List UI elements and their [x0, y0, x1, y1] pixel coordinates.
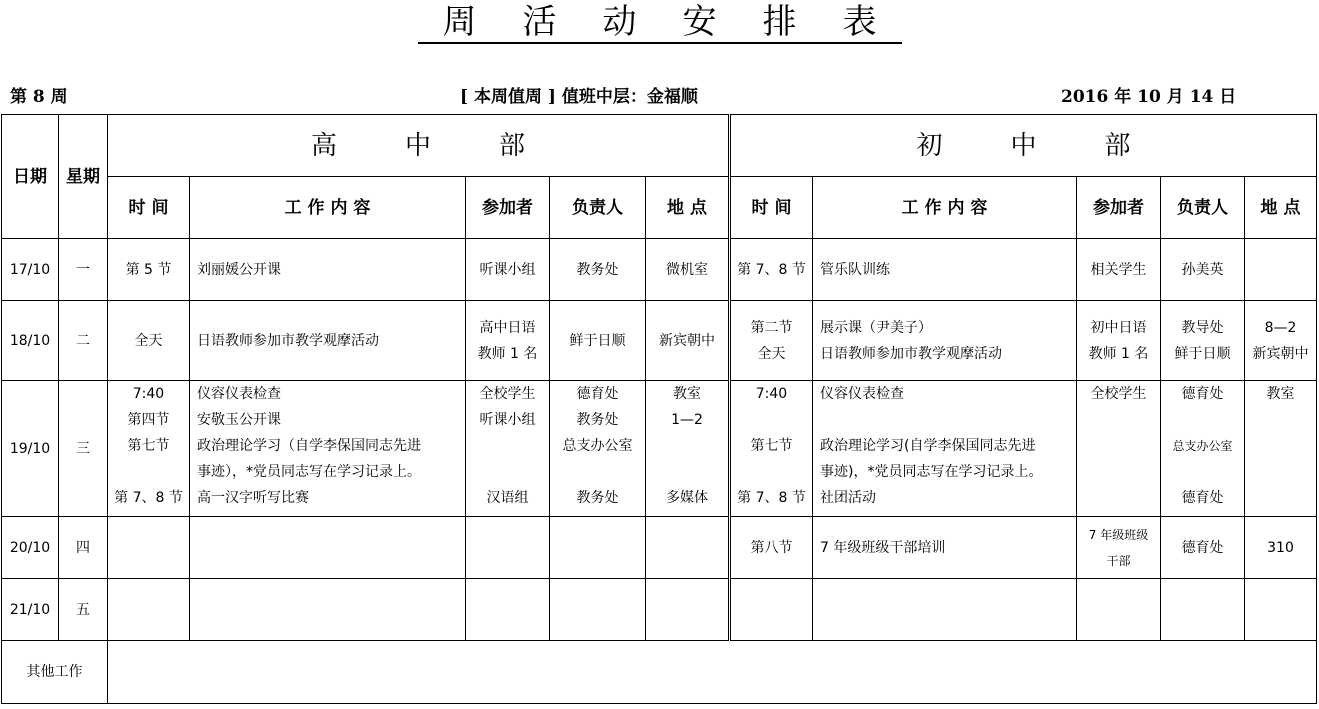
duty-info: [ 本周值周 ] 值班中层：金福顺 [460, 87, 698, 107]
date-cell: 17/10 [2, 239, 59, 301]
senior-time-cell [108, 239, 190, 301]
senior-content-header: 工 作 内 容 [190, 177, 466, 239]
cell-line: 日语教师参加市教学观摩活动 [820, 345, 1002, 362]
cell-line: 新宾朝中 [659, 332, 715, 349]
cell-line: 政治理论学习（自学李保国同志先进 [197, 438, 421, 454]
senior-content-cell [190, 301, 466, 381]
cell-line: 第 5 节 [125, 261, 172, 278]
cell-line: 第 7、8 节 [737, 261, 806, 278]
senior-participants-cell [466, 301, 550, 381]
table-row [2, 381, 1317, 517]
cell-line [550, 535, 645, 561]
senior-owner-cell [550, 381, 646, 517]
senior-content-cell [190, 517, 466, 579]
cell-line: 德育处 [1181, 539, 1224, 556]
cell-line [731, 597, 812, 623]
junior-place-cell [1245, 239, 1317, 301]
cell-line: 全校学生 [479, 386, 536, 402]
cell-line: 德育处 [1181, 386, 1224, 402]
cell-line: 教导处 [1181, 319, 1224, 336]
junior-owner-cell [1161, 579, 1245, 641]
cell-line: 微机室 [666, 261, 708, 278]
junior-time-cell [730, 579, 813, 641]
cell-line [731, 459, 812, 485]
senior-owner-cell [550, 579, 646, 641]
cell-line: 第 7、8 节 [114, 490, 183, 506]
senior-owner-cell [550, 239, 646, 301]
senior-content-cell [190, 239, 466, 301]
cell-line [646, 433, 728, 459]
cell-line [1245, 433, 1316, 459]
table-row [2, 517, 1317, 579]
junior-content-header: 工 作 内 容 [813, 177, 1077, 239]
senior-time-cell [108, 517, 190, 579]
date-cell: 20/10 [2, 517, 59, 579]
weekday-cell: 四 [59, 517, 108, 579]
cell-line [820, 407, 1076, 433]
cell-line [1077, 407, 1160, 433]
schedule-table [1, 114, 1317, 704]
cell-line [646, 597, 728, 623]
junior-participants-cell [1077, 381, 1161, 517]
junior-place-cell [1245, 301, 1317, 381]
junior-place-cell [1245, 381, 1317, 517]
cell-line: 第二节 [750, 319, 793, 336]
other-work-content [108, 641, 1317, 704]
junior-owner-header: 负责人 [1161, 177, 1245, 239]
junior-place-header: 地 点 [1245, 177, 1317, 239]
senior-participants-cell [466, 381, 550, 517]
cell-line: 7:40 [755, 386, 788, 402]
cell-line: 孙美英 [1181, 261, 1224, 278]
cell-line: 7 年级班级 [1088, 527, 1149, 542]
junior-time-cell [730, 239, 813, 301]
cell-line: 教师 1 名 [1088, 345, 1149, 362]
cell-line: 听课小组 [479, 412, 536, 428]
cell-line: 第 7、8 节 [737, 490, 806, 506]
cell-line [466, 535, 549, 561]
cell-line: 第八节 [750, 539, 793, 556]
junior-participants-header: 参加者 [1077, 177, 1161, 239]
cell-line [1245, 459, 1316, 485]
junior-content-cell [813, 301, 1077, 381]
junior-participants-cell [1077, 301, 1161, 381]
document-date: 2016 年 10 月 14 日 [1061, 87, 1237, 107]
other-work-label: 其他工作 [2, 641, 108, 704]
weekday-cell: 一 [59, 239, 108, 301]
senior-place-cell [646, 517, 730, 579]
junior-participants-cell [1077, 579, 1161, 641]
cell-line: 8—2 [1264, 319, 1297, 336]
cell-line [1161, 459, 1244, 485]
cell-line: 教务处 [576, 490, 619, 506]
other-work-row [2, 641, 1317, 704]
cell-line: 干部 [1106, 553, 1131, 568]
page-title [0, 2, 1319, 44]
cell-line: 事迹)，*党员同志写在学习记录上。 [820, 464, 1043, 480]
junior-time-cell [730, 381, 813, 517]
cell-line [1077, 459, 1160, 485]
junior-time-cell [730, 517, 813, 579]
cell-line [466, 597, 549, 623]
title-char: 动 [602, 2, 637, 42]
senior-time-cell [108, 579, 190, 641]
junior-time-header: 时 间 [730, 177, 813, 239]
senior-section-header: 高 中 部 [108, 115, 730, 177]
cell-line [1245, 257, 1316, 283]
senior-owner-header: 负责人 [550, 177, 646, 239]
weekday-cell: 五 [59, 579, 108, 641]
junior-owner-cell [1161, 301, 1245, 381]
cell-line [646, 535, 728, 561]
cell-line [108, 597, 189, 623]
junior-content-cell [813, 239, 1077, 301]
cell-line: 教务处 [576, 261, 619, 278]
cell-line: 仪容仪表检查 [197, 386, 281, 402]
cell-line [108, 459, 189, 485]
senior-place-cell [646, 579, 730, 641]
senior-place-cell [646, 381, 730, 517]
cell-line: 第七节 [750, 438, 793, 454]
cell-line: 310 [1267, 539, 1294, 556]
junior-participants-cell [1077, 517, 1161, 579]
junior-content-cell [813, 381, 1077, 517]
cell-line: 社团活动 [820, 490, 876, 506]
cell-line [646, 459, 728, 485]
cell-line: 全校学生 [1090, 386, 1147, 402]
senior-participants-cell [466, 239, 550, 301]
senior-time-cell [108, 381, 190, 517]
cell-line [1245, 407, 1316, 433]
cell-line: 鲜于日顺 [1174, 345, 1231, 362]
senior-participants-cell [466, 517, 550, 579]
col-date-header: 日期 [2, 115, 59, 239]
junior-owner-cell [1161, 517, 1245, 579]
senior-time-header: 时 间 [108, 177, 190, 239]
date-cell: 19/10 [2, 381, 59, 517]
cell-line [1161, 407, 1244, 433]
cell-line [820, 597, 1076, 623]
date-cell: 21/10 [2, 579, 59, 641]
title-char: 安 [682, 2, 717, 42]
cell-line [466, 459, 549, 485]
cell-line: 7 年级班级干部培训 [820, 539, 946, 556]
cell-line: 安敬玉公开课 [197, 412, 281, 428]
cell-line: 相关学生 [1090, 261, 1147, 278]
title-char: 表 [842, 2, 877, 42]
cell-line [1077, 433, 1160, 459]
date-cell: 18/10 [2, 301, 59, 381]
junior-participants-cell [1077, 239, 1161, 301]
cell-line: 事迹），*党员同志写在学习记录上。 [197, 464, 421, 480]
cell-line: 全天 [134, 332, 163, 349]
junior-time-cell [730, 301, 813, 381]
junior-content-cell [813, 517, 1077, 579]
table-row [2, 301, 1317, 381]
cell-line [731, 407, 812, 433]
senior-time-cell [108, 301, 190, 381]
cell-line: 高一汉字听写比赛 [197, 490, 309, 506]
weekday-cell: 二 [59, 301, 108, 381]
table-row [2, 579, 1317, 641]
cell-line: 教室 [673, 386, 701, 402]
cell-line: 政治理论学习(自学李保国同志先进 [820, 438, 1036, 454]
cell-line [1077, 485, 1160, 511]
cell-line [550, 459, 645, 485]
cell-line: 德育处 [576, 386, 619, 402]
title-char: 周 [442, 2, 477, 42]
cell-line: 教务处 [576, 412, 619, 428]
cell-line [1245, 485, 1316, 511]
junior-owner-cell [1161, 381, 1245, 517]
cell-line: 仪容仪表检查 [820, 386, 904, 402]
cell-line: 多媒体 [666, 490, 708, 506]
senior-content-cell [190, 381, 466, 517]
weekday-cell: 三 [59, 381, 108, 517]
title-char: 排 [762, 2, 797, 42]
cell-line: 展示课（尹美子） [820, 319, 932, 336]
cell-line: 管乐队训练 [820, 261, 890, 278]
cell-line: 教室 [1266, 386, 1295, 402]
cell-line [197, 597, 465, 623]
cell-line: 总支办公室 [1172, 439, 1233, 453]
cell-line [1077, 597, 1160, 623]
week-number: 第 8 周 [10, 87, 68, 107]
cell-line [197, 535, 465, 561]
cell-line: 全天 [757, 345, 786, 362]
cell-line: 第四节 [127, 412, 170, 428]
junior-content-cell [813, 579, 1077, 641]
senior-place-cell [646, 239, 730, 301]
cell-line: 总支办公室 [562, 438, 633, 454]
senior-place-cell [646, 301, 730, 381]
cell-line: 刘丽媛公开课 [197, 261, 281, 278]
senior-content-cell [190, 579, 466, 641]
cell-line: 教师 1 名 [477, 345, 538, 362]
senior-owner-cell [550, 301, 646, 381]
cell-line: 第七节 [127, 438, 170, 454]
cell-line [1245, 597, 1316, 623]
junior-place-cell [1245, 517, 1317, 579]
cell-line: 1—2 [671, 412, 703, 428]
junior-place-cell [1245, 579, 1317, 641]
cell-line [108, 535, 189, 561]
cell-line: 鲜于日顺 [569, 332, 626, 349]
cell-line: 汉语组 [486, 490, 529, 506]
title-char: 活 [522, 2, 557, 42]
cell-line: 初中日语 [1090, 319, 1147, 336]
cell-line [466, 433, 549, 459]
senior-place-header: 地 点 [646, 177, 730, 239]
cell-line: 高中日语 [479, 319, 536, 336]
cell-line: 日语教师参加市教学观摩活动 [197, 332, 379, 349]
col-weekday-header: 星期 [59, 115, 108, 239]
senior-participants-cell [466, 579, 550, 641]
table-row [2, 239, 1317, 301]
cell-line: 新宾朝中 [1252, 345, 1309, 362]
junior-section-header: 初 中 部 [730, 115, 1317, 177]
senior-participants-header: 参加者 [466, 177, 550, 239]
cell-line: 德育处 [1181, 490, 1224, 506]
senior-owner-cell [550, 517, 646, 579]
cell-line [550, 597, 645, 623]
cell-line: 听课小组 [479, 261, 536, 278]
junior-owner-cell [1161, 239, 1245, 301]
cell-line [1161, 597, 1244, 623]
cell-line: 7:40 [132, 386, 165, 402]
